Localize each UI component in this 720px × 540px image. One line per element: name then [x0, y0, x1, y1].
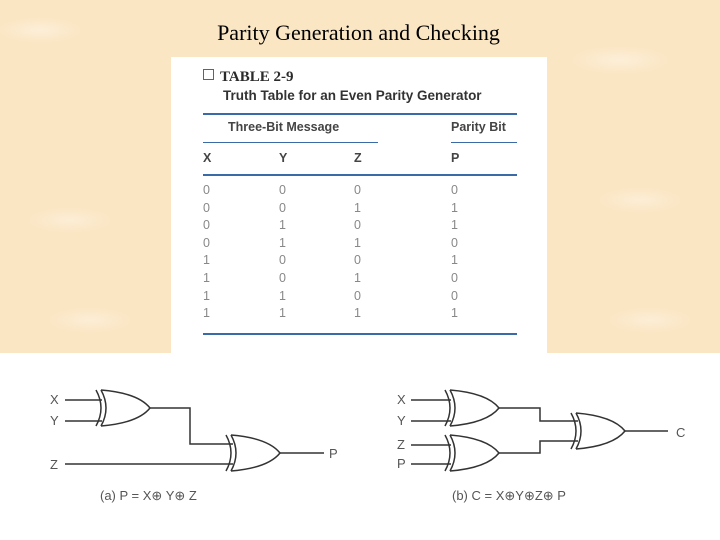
col-header-p: P — [451, 151, 460, 165]
xor-gate-a1 — [96, 390, 150, 426]
header-rule — [203, 174, 517, 176]
cell-y: 0 — [279, 271, 286, 285]
table-top-rule — [203, 113, 517, 115]
group-underline — [203, 142, 378, 143]
col-header-y: Y — [279, 151, 288, 165]
cell-z: 1 — [354, 306, 361, 321]
slide-title: Parity Generation and Checking — [217, 20, 500, 45]
cell-z: 0 — [354, 288, 361, 303]
col-header-x: X — [203, 151, 212, 165]
cell-z: 0 — [354, 183, 361, 197]
logic-diagrams — [0, 353, 720, 540]
circuit-panel — [0, 353, 720, 540]
cell-x: 0 — [203, 183, 210, 197]
cell-p: 1 — [451, 253, 458, 268]
cell-y: 1 — [279, 235, 286, 250]
group-header: Three-Bit Message — [228, 120, 340, 134]
cell-p: 0 — [451, 183, 458, 197]
cell-z: 0 — [354, 253, 361, 268]
caption-a: (a) P = X⊕ Y⊕ Z — [100, 488, 197, 503]
cell-z: 1 — [354, 235, 361, 250]
table-caption: Truth Table for an Even Parity Generator — [223, 88, 482, 103]
caption-b: (b) C = X⊕Y⊕Z⊕ P — [452, 488, 566, 503]
table-bottom-rule — [203, 333, 517, 335]
cell-y: 0 — [279, 253, 286, 268]
cell-z: 1 — [354, 200, 361, 215]
cell-y: 0 — [279, 200, 286, 215]
truth-table-panel — [171, 57, 547, 353]
xor-gate-b3 — [571, 413, 625, 449]
xor-gate-a2 — [226, 435, 280, 471]
input-x-label-a: X — [50, 392, 59, 407]
square-icon — [203, 69, 214, 80]
input-x-label-b: X — [397, 392, 406, 407]
input-y-label-b: Y — [397, 413, 406, 428]
input-z-label-b: Z — [397, 437, 405, 452]
cell-p: 1 — [451, 218, 458, 233]
cell-y: 1 — [279, 306, 286, 321]
output-c-label-b: C — [676, 425, 686, 440]
xor-gate-b2 — [445, 435, 499, 471]
xor-gate-b1 — [445, 390, 499, 426]
output-p-label-a: P — [329, 446, 338, 461]
cell-y: 0 — [279, 183, 286, 197]
cell-p: 0 — [451, 288, 458, 303]
input-p-label-b: P — [397, 456, 406, 471]
cell-p: 1 — [451, 200, 458, 215]
parity-header: Parity Bit — [451, 120, 506, 134]
cell-p: 0 — [451, 271, 458, 285]
input-y-label-a: Y — [50, 413, 59, 428]
cell-x: 1 — [203, 306, 210, 321]
input-z-label-a: Z — [50, 457, 58, 472]
cell-z: 0 — [354, 218, 361, 233]
cell-y: 1 — [279, 218, 286, 233]
cell-p: 1 — [451, 306, 458, 321]
col-header-z: Z — [354, 151, 362, 165]
cell-x: 1 — [203, 288, 210, 303]
cell-x: 1 — [203, 253, 210, 268]
cell-x: 1 — [203, 271, 210, 285]
cell-z: 1 — [354, 271, 361, 285]
cell-x: 0 — [203, 235, 210, 250]
cell-x: 0 — [203, 218, 210, 233]
parity-underline — [451, 142, 517, 143]
cell-p: 0 — [451, 235, 458, 250]
table-number — [203, 69, 293, 86]
cell-y: 1 — [279, 288, 286, 303]
table-number-text: TABLE 2-9 — [220, 69, 294, 85]
cell-x: 0 — [203, 200, 210, 215]
